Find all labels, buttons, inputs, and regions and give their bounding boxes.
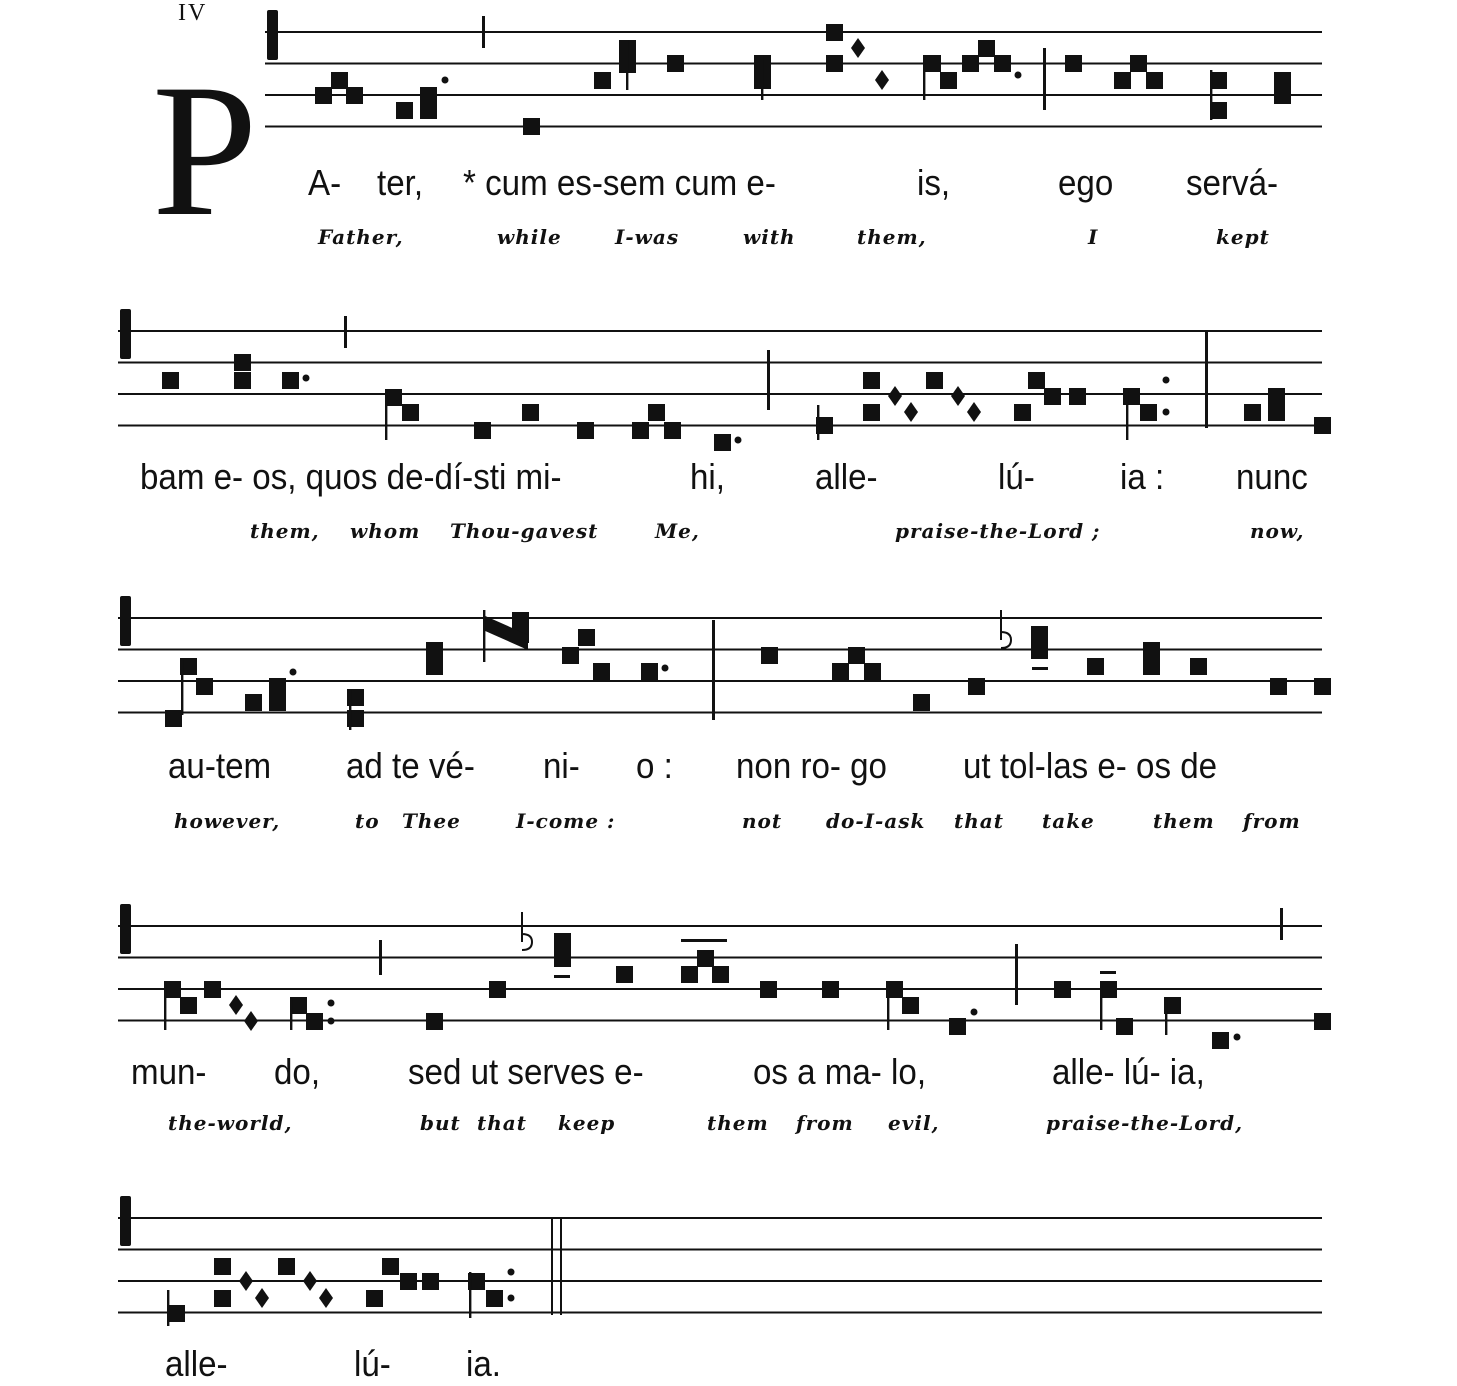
- rhombus: [319, 1288, 333, 1308]
- english-word: Thou-gavest: [450, 519, 599, 543]
- stem: [817, 405, 819, 440]
- punctum: [826, 55, 843, 72]
- mora-dot: [1163, 377, 1170, 384]
- bar-line: [482, 16, 485, 48]
- english-word: however,: [174, 809, 281, 833]
- punctum: [632, 422, 649, 439]
- rhombus: [851, 38, 865, 58]
- punctum: [366, 1290, 383, 1307]
- punctum: [902, 997, 919, 1014]
- punctum: [422, 1273, 439, 1290]
- english-word: but: [420, 1111, 461, 1135]
- mora-dot: [662, 665, 669, 672]
- punctum: [214, 1258, 231, 1275]
- episema: [1100, 971, 1116, 974]
- punctum: [962, 55, 979, 72]
- latin-syllable: alle- lú- ia,: [1052, 1051, 1205, 1092]
- punctum: [331, 72, 348, 89]
- latin-syllable: ia :: [1120, 456, 1165, 497]
- latin-syllable: alle-: [815, 456, 878, 497]
- punctum: [1031, 642, 1048, 659]
- bar-line: [1015, 944, 1018, 1005]
- stem: [290, 998, 292, 1030]
- punctum: [1116, 1018, 1133, 1035]
- punctum: [848, 647, 865, 664]
- latin-syllable: alle-: [165, 1343, 228, 1384]
- stem: [923, 55, 925, 100]
- c-clef-icon: [120, 1196, 131, 1246]
- rhombus: [967, 402, 981, 422]
- punctum: [196, 678, 213, 695]
- mora-dot: [442, 77, 449, 84]
- english-word: keep: [558, 1111, 616, 1135]
- punctum: [1114, 72, 1131, 89]
- stem: [167, 1290, 169, 1326]
- mora-dot: [303, 375, 310, 382]
- latin-syllable: mun-: [131, 1051, 207, 1092]
- punctum: [1146, 72, 1163, 89]
- english-word: I: [1088, 225, 1099, 249]
- punctum: [554, 933, 571, 950]
- bar-line: [379, 940, 382, 975]
- rhombus: [244, 1011, 258, 1031]
- stem: [1100, 985, 1102, 1030]
- mora-dot: [1015, 72, 1022, 79]
- punctum: [554, 950, 571, 967]
- mora-dot: [735, 437, 742, 444]
- english-word: I-was: [615, 225, 680, 249]
- punctum: [712, 966, 729, 983]
- bar-line: [344, 316, 347, 348]
- c-clef-icon: [120, 596, 131, 646]
- english-word: to: [355, 809, 380, 833]
- stem: [483, 610, 485, 662]
- punctum: [523, 118, 540, 135]
- english-word: them,: [250, 519, 320, 543]
- english-word: whom: [350, 519, 421, 543]
- punctum: [826, 24, 843, 41]
- latin-syllable: is,: [917, 162, 951, 203]
- punctum: [697, 950, 714, 967]
- mora-dot: [971, 1009, 978, 1016]
- episema: [554, 975, 570, 978]
- punctum: [968, 678, 985, 695]
- mora-dot: [508, 1295, 515, 1302]
- punctum: [1314, 1013, 1331, 1030]
- punctum: [616, 966, 633, 983]
- punctum: [290, 997, 307, 1014]
- stem: [1126, 390, 1128, 440]
- punctum: [396, 102, 413, 119]
- punctum: [426, 642, 443, 659]
- punctum: [714, 434, 731, 451]
- latin-syllable: au-tem: [168, 745, 272, 786]
- latin-syllable: o :: [636, 745, 673, 786]
- punctum: [400, 1273, 417, 1290]
- punctum: [1028, 372, 1045, 389]
- punctum: [594, 72, 611, 89]
- stem: [1210, 70, 1212, 120]
- punctum: [926, 372, 943, 389]
- bar-line: [560, 1218, 562, 1315]
- punctum: [1210, 72, 1227, 89]
- rhombus: [951, 386, 965, 406]
- english-word: I-come :: [516, 809, 616, 833]
- english-word: evil,: [888, 1111, 940, 1135]
- punctum: [1087, 658, 1104, 675]
- punctum: [1044, 388, 1061, 405]
- punctum: [1268, 404, 1285, 421]
- punctum: [1212, 1032, 1229, 1049]
- punctum: [315, 87, 332, 104]
- punctum: [1143, 642, 1160, 659]
- latin-syllable: servá-: [1186, 162, 1279, 203]
- punctum: [1123, 388, 1140, 405]
- rhombus: [875, 70, 889, 90]
- rhombus: [229, 995, 243, 1015]
- latin-syllable: bam e- os, quos de-dí-sti mi-: [140, 456, 562, 497]
- english-word: praise-the-Lord ;: [895, 519, 1101, 543]
- punctum: [1274, 87, 1291, 104]
- punctum: [426, 658, 443, 675]
- stem: [181, 660, 183, 715]
- latin-syllable: * cum es-sem cum e-: [463, 162, 776, 203]
- punctum: [1100, 981, 1117, 998]
- c-clef-icon: [120, 904, 131, 954]
- rhombus: [303, 1271, 317, 1291]
- latin-syllable: non ro- go: [736, 745, 887, 786]
- mode-label: IV: [178, 0, 208, 26]
- punctum: [562, 647, 579, 664]
- punctum: [593, 663, 610, 680]
- punctum: [420, 87, 437, 104]
- quilisma-icon: [1001, 610, 1011, 648]
- punctum: [1270, 678, 1287, 695]
- english-word: with: [743, 225, 796, 249]
- rhombus: [888, 386, 902, 406]
- stem: [887, 985, 889, 1030]
- punctum: [863, 404, 880, 421]
- punctum: [832, 663, 849, 680]
- mora-dot: [1234, 1034, 1241, 1041]
- punctum: [1244, 404, 1261, 421]
- latin-syllable: hi,: [690, 456, 725, 497]
- punctum: [863, 372, 880, 389]
- punctum: [420, 102, 437, 119]
- english-word: Me,: [655, 519, 700, 543]
- english-word: praise-the-Lord,: [1046, 1111, 1244, 1135]
- punctum: [1014, 404, 1031, 421]
- english-word: not: [742, 809, 783, 833]
- punctum: [382, 1258, 399, 1275]
- punctum: [165, 710, 182, 727]
- punctum: [269, 678, 286, 695]
- latin-syllable: ut tol-las e- os de: [963, 745, 1218, 786]
- punctum: [1069, 388, 1086, 405]
- english-word: Thee: [402, 809, 461, 833]
- mora-dot: [508, 1269, 515, 1276]
- punctum: [1140, 404, 1157, 421]
- english-word: take: [1042, 809, 1095, 833]
- punctum: [1190, 658, 1207, 675]
- latin-syllable: ia.: [466, 1343, 501, 1384]
- punctum: [385, 389, 402, 406]
- latin-syllable: ni-: [543, 745, 580, 786]
- punctum: [1274, 72, 1291, 89]
- english-word: from: [796, 1111, 854, 1135]
- punctum: [949, 1018, 966, 1035]
- punctum: [486, 1290, 503, 1307]
- punctum: [924, 55, 941, 72]
- punctum: [1130, 55, 1147, 72]
- punctum: [204, 981, 221, 998]
- rhombus: [904, 402, 918, 422]
- rhombus: [239, 1271, 253, 1291]
- english-word: that: [954, 809, 1004, 833]
- punctum: [664, 422, 681, 439]
- punctum: [761, 647, 778, 664]
- english-word: Father,: [318, 225, 404, 249]
- punctum: [1143, 658, 1160, 675]
- mora-dot: [328, 1000, 335, 1007]
- stem: [626, 40, 628, 90]
- punctum: [162, 372, 179, 389]
- punctum: [489, 981, 506, 998]
- punctum: [402, 404, 419, 421]
- punctum: [474, 422, 491, 439]
- punctum: [1054, 981, 1071, 998]
- stem: [1165, 998, 1167, 1035]
- punctum: [978, 40, 995, 57]
- english-word: do-I-ask: [826, 809, 926, 833]
- punctum: [234, 372, 251, 389]
- punctum: [1314, 678, 1331, 695]
- punctum: [864, 663, 881, 680]
- latin-syllable: ter,: [377, 162, 424, 203]
- punctum: [681, 966, 698, 983]
- latin-syllable: do,: [274, 1051, 321, 1092]
- stem: [164, 985, 166, 1030]
- latin-syllable: ad te vé-: [346, 745, 475, 786]
- punctum: [426, 1013, 443, 1030]
- punctum: [278, 1258, 295, 1275]
- punctum: [940, 72, 957, 89]
- bar-line: [1205, 331, 1208, 428]
- stem: [385, 390, 387, 440]
- punctum: [245, 694, 262, 711]
- stem: [761, 55, 763, 100]
- english-word: while: [497, 225, 562, 249]
- stem: [469, 1272, 471, 1318]
- punctum: [1031, 626, 1048, 643]
- punctum: [667, 55, 684, 72]
- initial-letter: P: [152, 46, 258, 256]
- latin-syllable: sed ut serves e-: [408, 1051, 644, 1092]
- latin-syllable: ego: [1058, 162, 1114, 203]
- punctum: [641, 663, 658, 680]
- bar-line: [1043, 48, 1046, 110]
- mora-dot: [290, 669, 297, 676]
- rhombus: [255, 1288, 269, 1308]
- punctum: [346, 87, 363, 104]
- latin-syllable: os a ma- lo,: [753, 1051, 927, 1092]
- english-word: kept: [1216, 225, 1270, 249]
- latin-syllable: A-: [308, 162, 342, 203]
- bar-line: [712, 620, 715, 720]
- c-clef-icon: [120, 309, 131, 359]
- english-word: them: [1153, 809, 1215, 833]
- bar-line: [1280, 908, 1283, 940]
- mora-dot: [1163, 409, 1170, 416]
- punctum: [1268, 388, 1285, 405]
- punctum: [164, 981, 181, 998]
- punctum: [168, 1305, 185, 1322]
- punctum: [913, 694, 930, 711]
- bar-line: [551, 1218, 553, 1315]
- mora-dot: [328, 1018, 335, 1025]
- latin-syllable: lú-: [998, 456, 1035, 497]
- punctum: [1314, 417, 1331, 434]
- punctum: [522, 404, 539, 421]
- punctum: [822, 981, 839, 998]
- latin-syllable: nunc: [1236, 456, 1308, 497]
- episema: [1032, 667, 1048, 670]
- punctum: [1065, 55, 1082, 72]
- latin-syllable: lú-: [354, 1343, 391, 1384]
- punctum: [234, 354, 251, 371]
- c-clef-icon: [267, 10, 278, 60]
- episema: [681, 939, 727, 942]
- english-word: them,: [857, 225, 927, 249]
- english-word: from: [1243, 809, 1301, 833]
- punctum: [577, 422, 594, 439]
- english-word: them: [707, 1111, 769, 1135]
- punctum: [1210, 102, 1227, 119]
- punctum: [282, 372, 299, 389]
- english-word: the-world,: [168, 1111, 293, 1135]
- english-word: now,: [1250, 519, 1305, 543]
- punctum: [306, 1013, 323, 1030]
- punctum: [180, 997, 197, 1014]
- stem: [349, 690, 351, 730]
- punctum: [648, 404, 665, 421]
- punctum: [214, 1290, 231, 1307]
- bar-line: [767, 350, 770, 410]
- punctum: [578, 629, 595, 646]
- quilisma-icon: [522, 912, 532, 950]
- english-word: that: [477, 1111, 527, 1135]
- punctum: [760, 981, 777, 998]
- punctum: [994, 55, 1011, 72]
- punctum: [269, 694, 286, 711]
